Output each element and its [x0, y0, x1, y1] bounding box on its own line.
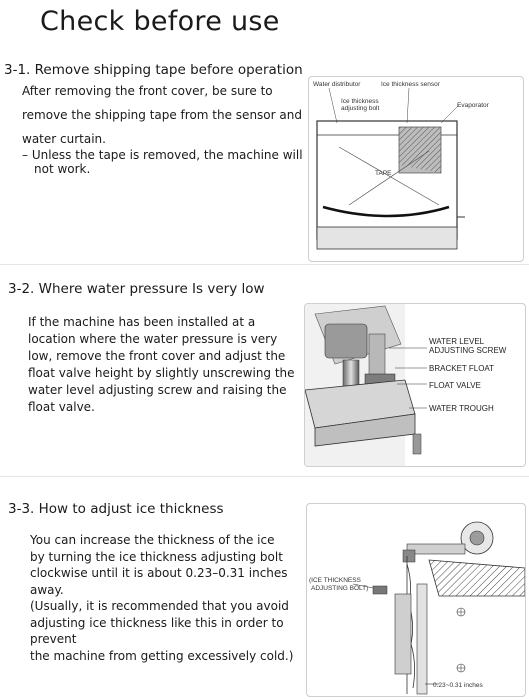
section-1-line: After removing the front cover, be sure to	[22, 84, 273, 98]
section-1-number: 3-1.	[4, 62, 31, 78]
section-1-note: – Unless the tape is removed, the machine will not work.	[22, 148, 303, 176]
section-3-line: the machine from getting excessively cold.)	[30, 648, 294, 663]
section-1-body	[22, 82, 304, 176]
section-3-line: away.	[30, 582, 64, 597]
section-1-title: Remove shipping tape before operation	[34, 62, 303, 78]
section-3-line: (Usually, it is recommended that you avoid	[30, 599, 289, 613]
label-ice-bolt-line1: (ICE THICKNESS	[309, 577, 361, 584]
section-2-body	[28, 314, 300, 416]
section-3-line: clockwise until it is about 0.23–0.31 inches	[30, 566, 288, 580]
ice-thickness-diagram	[307, 504, 525, 696]
divider	[0, 264, 529, 265]
section-3-line: adjusting ice thickness like this in order to prevent	[30, 615, 284, 646]
section-1-line: water curtain.	[22, 132, 106, 146]
label-ice-bolt-line2: ADJUSTING BOLT)	[311, 585, 369, 592]
section-3-title: How to adjust ice thickness	[38, 501, 224, 517]
section-2-line: If the machine has been installed at a	[28, 315, 256, 329]
label-tape: TAPE	[375, 170, 392, 177]
label-water-level-line2: ADJUSTING SCREW	[429, 346, 507, 355]
section-3-line: You can increase the thickness of the ice	[30, 533, 275, 547]
label-bracket-float: BRACKET FLOAT	[429, 364, 495, 373]
figure-ice-thickness	[306, 503, 526, 697]
label-evaporator: Evaporator	[457, 102, 489, 109]
section-2-line: float valve.	[28, 400, 95, 414]
section-3-heading	[8, 501, 224, 517]
label-float-valve: FLOAT VALVE	[429, 381, 481, 390]
label-water-level-line1: WATER LEVEL	[429, 337, 485, 346]
label-ice-sensor: Ice thickness sensor	[381, 81, 440, 88]
section-2-line: location where the water pressure is very	[28, 332, 278, 346]
figure-float-valve	[304, 303, 526, 467]
label-ice-bolt-line2: adjusting bolt	[341, 105, 380, 112]
label-water-trough: WATER TROUGH	[429, 404, 494, 413]
section-3-body	[30, 532, 312, 664]
float-valve-diagram	[305, 304, 525, 466]
section-3-line: by turning the ice thickness adjusting bolt	[30, 549, 283, 564]
label-ice-bolt-line1: Ice thickness	[341, 98, 379, 105]
section-2-line: water level adjusting screw and raising the	[28, 383, 287, 397]
section-2-title: Where water pressure Is very low	[38, 281, 265, 297]
section-2-line: float valve height by slightly unscrewing the	[28, 366, 295, 380]
section-1-heading	[4, 62, 303, 78]
shipping-tape-diagram	[309, 77, 523, 261]
section-3-number: 3-3.	[8, 501, 35, 517]
label-gap: 0.23~0.31 inches	[433, 682, 483, 689]
section-1-line: remove the shipping tape from the sensor and	[22, 108, 302, 122]
section-2-heading	[8, 281, 265, 297]
section-2-line: low, remove the front cover and adjust the	[28, 349, 286, 363]
divider	[0, 476, 529, 477]
page-title: Check before use	[40, 6, 280, 37]
figure-shipping-tape	[308, 76, 524, 262]
section-2-number: 3-2.	[8, 281, 35, 297]
label-water-distributor: Water distributor	[313, 81, 361, 88]
